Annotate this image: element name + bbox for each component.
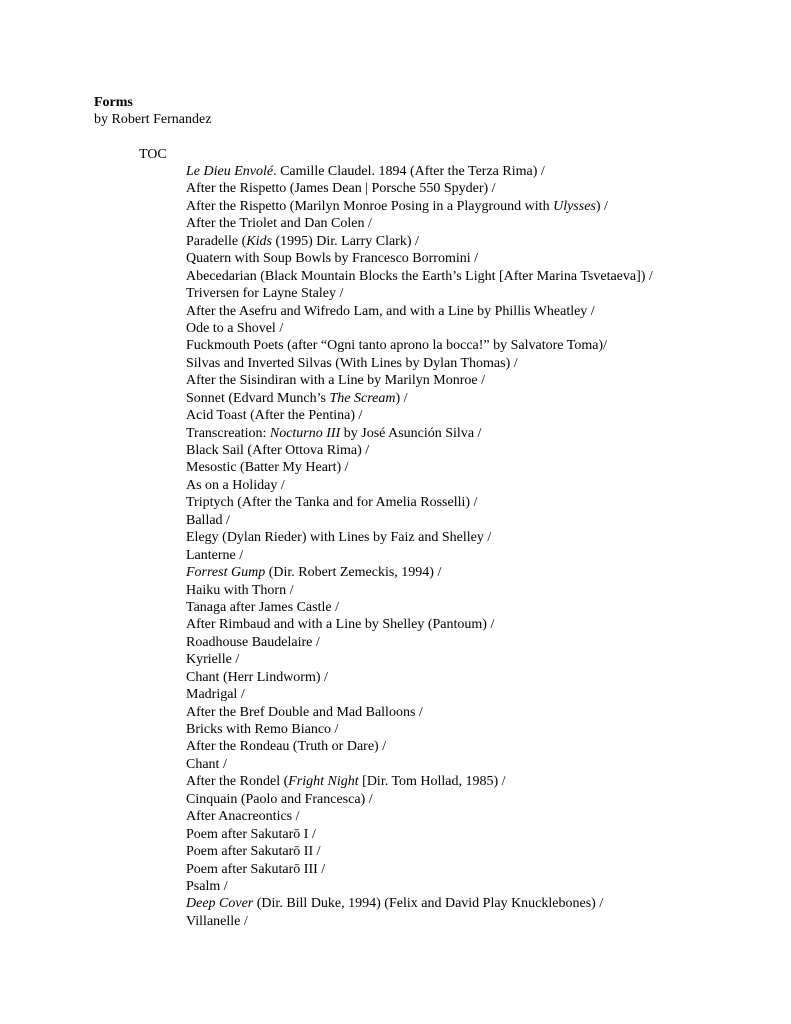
toc-entry: [186, 669, 653, 686]
toc-entry: [186, 791, 653, 808]
toc-entry: [186, 215, 653, 232]
toc-entry-text: Sonnet (Edvard Munch’s: [186, 390, 330, 406]
toc-entry-italic-text: Le Dieu Envolé: [186, 164, 274, 179]
toc-entry-text: After the Sisindiran with a Line by Marilyn Monroe /: [186, 373, 485, 389]
toc-entry-text: Ballad /: [186, 512, 230, 528]
toc-entry: [186, 477, 653, 494]
toc-entry-text: After the Bref Double and Mad Balloons /: [186, 704, 423, 720]
toc-entry: [186, 582, 653, 599]
toc-entry: [186, 564, 653, 581]
toc-entry-text: Transcreation:: [186, 425, 270, 441]
toc-entry: [186, 180, 653, 197]
toc-entry: [186, 895, 653, 912]
toc-entry: [186, 878, 653, 895]
toc-entry-text: Bricks with Remo Bianco /: [186, 722, 339, 737]
toc-entry-text: Cinquain (Paolo and Francesca) /: [186, 791, 373, 807]
toc-entry-text: Villanelle /: [186, 913, 248, 929]
toc-entry: [186, 547, 653, 564]
toc-entry: [186, 337, 653, 354]
toc-entry-text: After the Triolet and Dan Colen /: [186, 216, 372, 232]
toc-entry: [186, 826, 653, 843]
toc-entry-italic-text: Kids: [246, 233, 272, 249]
toc-entry: [186, 390, 653, 407]
toc-entry-text: (1995) Dir. Larry Clark) /: [271, 233, 419, 249]
toc-entry-text: After the Asefru and Wifredo Lam, and with a Line by Phillis Wheatley /: [186, 303, 595, 319]
toc-entry: [186, 686, 653, 703]
toc-entry: [186, 303, 653, 320]
toc-entry-text: Fuckmouth Poets (after “Ogni tanto aprono la bocca!” by Salvatore Toma)/: [186, 338, 607, 354]
toc-entry-italic-text: Fright Night: [288, 774, 359, 790]
toc-entry-text: After the Rispetto (Marilyn Monroe Posing in a Playground with: [186, 198, 554, 214]
toc-entry-text: [Dir. Tom Hollad, 1985) /: [358, 774, 506, 790]
toc-entry-italic-text: Ulysses: [553, 198, 596, 214]
toc-entry-text: Poem after Sakutarō II /: [186, 844, 321, 860]
toc-entry: [186, 425, 653, 442]
toc-entry: [186, 198, 653, 215]
toc-entry-text: After the Rispetto (James Dean | Porsche 550 Spyder) /: [186, 181, 496, 197]
toc-entry: [186, 250, 653, 267]
toc-entry: [186, 704, 653, 721]
toc-entry-text: Acid Toast (After the Pentina) /: [186, 408, 363, 424]
toc-entry-text: Elegy (Dylan Rieder) with Lines by Faiz and Shelley /: [186, 530, 492, 546]
toc-entry-text: After the Rondeau (Truth or Dare) /: [186, 739, 387, 755]
toc-entry-italic-text: Nocturno III: [269, 425, 341, 441]
toc-entry-text: by José Asunción Silva /: [340, 425, 482, 441]
toc-entry: [186, 599, 653, 616]
toc-entry-text: Roadhouse Baudelaire /: [186, 634, 320, 650]
toc-entry: [186, 756, 653, 773]
toc-entry-text: After Anacreontics /: [186, 809, 300, 825]
toc-entry-text: . Camille Claudel. 1894 (After the Terza Rima) /: [273, 164, 545, 179]
toc-entry-text: Silvas and Inverted Silvas (With Lines by Dylan Thomas) /: [186, 355, 518, 371]
toc-entry-text: Madrigal /: [186, 687, 245, 703]
toc-entry: [186, 494, 653, 511]
toc-entry: [186, 285, 653, 302]
toc-entry: [186, 843, 653, 860]
toc-entry-text: Triversen for Layne Staley /: [186, 286, 344, 302]
toc-entry: [186, 372, 653, 389]
document-title: Forms: [94, 95, 133, 110]
toc-entry: [186, 355, 653, 372]
toc-entry: [186, 913, 653, 930]
toc-entry: [186, 651, 653, 668]
toc-entry: [186, 320, 653, 337]
toc-entry: [186, 407, 653, 424]
toc-entry: [186, 616, 653, 633]
toc-entry: [186, 634, 653, 651]
toc-entry: [186, 808, 653, 825]
toc-entry-text: ) /: [395, 390, 408, 406]
toc-entry-text: As on a Holiday /: [186, 477, 285, 493]
toc-entry-text: (Dir. Robert Zemeckis, 1994) /: [265, 565, 442, 581]
toc-entry-text: Lanterne /: [186, 547, 244, 563]
toc-entry-text: Psalm /: [186, 878, 228, 894]
toc-entry-text: Poem after Sakutarō I /: [186, 826, 316, 842]
toc-heading: TOC: [139, 147, 167, 162]
toc-entry-italic-text: The Scream: [329, 390, 396, 406]
toc-entry-text: After the Rondel (: [186, 774, 289, 790]
toc-entry: [186, 163, 653, 180]
toc-entry-text: Mesostic (Batter My Heart) /: [186, 460, 349, 476]
toc-entry-text: Quatern with Soup Bowls by Francesco Borromini /: [186, 251, 479, 267]
toc-entry: [186, 529, 653, 546]
toc-entry-text: Kyrielle /: [186, 652, 240, 668]
toc-entry: [186, 721, 653, 738]
toc-entry: [186, 459, 653, 476]
toc-entry-text: Paradelle (: [186, 233, 247, 249]
toc-entry-italic-text: Forrest Gump: [186, 565, 266, 581]
toc-entry-text: Haiku with Thorn /: [186, 582, 294, 598]
toc-entry: [186, 442, 653, 459]
toc-entry-text: Black Sail (After Ottova Rima) /: [186, 443, 370, 458]
toc-entry: [186, 738, 653, 755]
author-byline: by Robert Fernandez: [94, 112, 212, 127]
toc-entry: [186, 268, 653, 285]
toc-entry: [186, 773, 653, 790]
toc-list: [186, 163, 653, 930]
toc-entry-text: Chant (Herr Lindworm) /: [186, 669, 328, 685]
toc-entry-text: (Dir. Bill Duke, 1994) (Felix and David Play Knucklebones) /: [253, 896, 604, 912]
toc-entry-text: Abecedarian (Black Mountain Blocks the Earth’s Light [After Marina Tsvetaeva]) /: [186, 268, 653, 284]
toc-entry-text: Tanaga after James Castle /: [186, 599, 339, 615]
toc-entry-text: Ode to a Shovel /: [186, 320, 284, 336]
toc-entry-italic-text: Deep Cover: [186, 896, 254, 912]
toc-entry-text: Poem after Sakutarō III /: [186, 861, 326, 877]
toc-entry: [186, 512, 653, 529]
toc-entry-text: ) /: [595, 198, 608, 214]
toc-entry-text: Chant /: [186, 756, 227, 772]
toc-entry-text: After Rimbaud and with a Line by Shelley (Pantoum) /: [186, 617, 495, 633]
toc-entry: [186, 861, 653, 878]
toc-entry: [186, 233, 653, 250]
toc-entry-text: Triptych (After the Tanka and for Amelia Rosselli) /: [186, 495, 478, 511]
